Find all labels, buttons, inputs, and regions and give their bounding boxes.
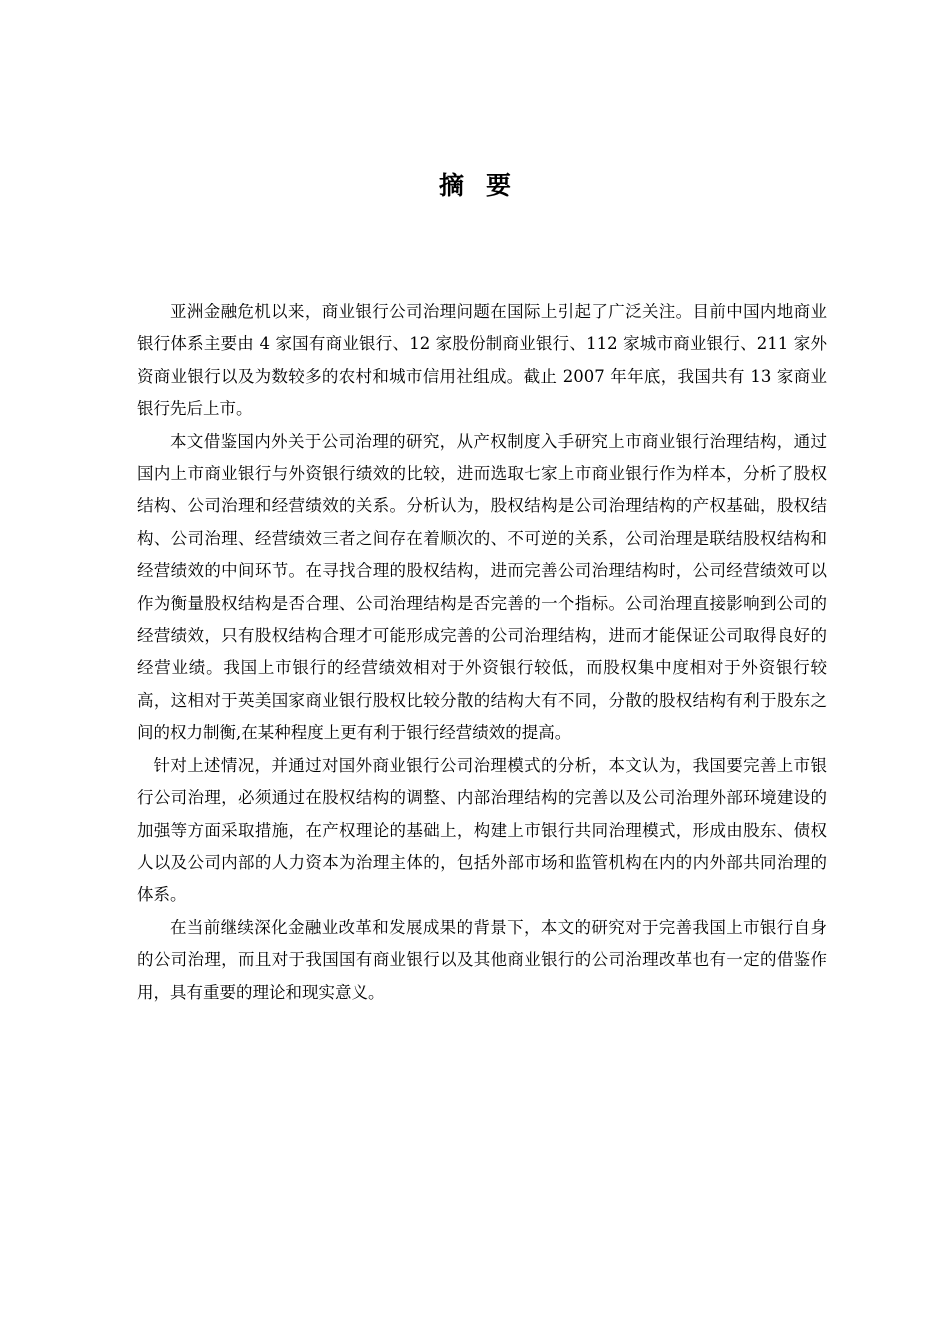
paragraph-2: 本文借鉴国内外关于公司治理的研究，从产权制度入手研究上市商业银行治理结构，通过国内上市商业银行与外资银行绩效的比较，进而选取七家上市商业银行作为样本，分析了股权结构、公司治理和经营绩效的关系。分析认为，股权结构是公司治理结构的产权基础，股权结构、公司治理、经营绩效三者之间存在着顺次的、不可逆的关系，公司治理是联结股权结构和经营绩效的中间环节。在寻找合理的股权结构，进而完善公司治理结构时，公司经营绩效可以作为衡量股权结构是否合理、公司治理结构是否完善的一个指标。公司治理直接影响到公司的经营绩效，只有股权结构合理才可能形成完善的公司治理结构，进而才能保证公司取得良好的经营业绩。我国上市银行的经营绩效相对于外资银行较低，而股权集中度相对于外资银行较高，这相对于英美国家商业银行股权比较分散的结构大有不同，分散的股权结构有利于股东之间的权力制衡,在某种程度上更有利于银行经营绩效的提高。: [137, 431, 827, 743]
paragraph-4: 在当前继续深化金融业改革和发展成果的背景下，本文的研究对于完善我国上市银行自身的公司治理，而且对于我国国有商业银行以及其他商业银行的公司治理改革也有一定的借鉴作用，具有重要的理论和现实意义。: [137, 917, 827, 1002]
page-title: 摘要: [438, 171, 533, 200]
paragraph-3: 针对上述情况，并通过对国外商业银行公司治理模式的分析，本文认为，我国要完善上市银行公司治理，必须通过在股权结构的调整、内部治理结构的完善以及公司治理外部环境建设的加强等方面采取措施，在产权理论的基础上，构建上市银行共同治理模式，形成由股东、债权人以及公司内部的人力资本为治理主体的，包括外部市场和监管机构在内的内外部共同治理的体系。: [137, 755, 827, 905]
abstract-body: [137, 296, 827, 1009]
paragraph-1: 亚洲金融危机以来，商业银行公司治理问题在国际上引起了广泛关注。目前中国内地商业银行体系主要由 4 家国有商业银行、12 家股份制商业银行、112 家城市商业银行、211 家外资商业银行以及为数较多的农村和城市信用社组成。截止 2007 年年底，我国共有 13 家商业银行先后上市。: [137, 302, 827, 419]
